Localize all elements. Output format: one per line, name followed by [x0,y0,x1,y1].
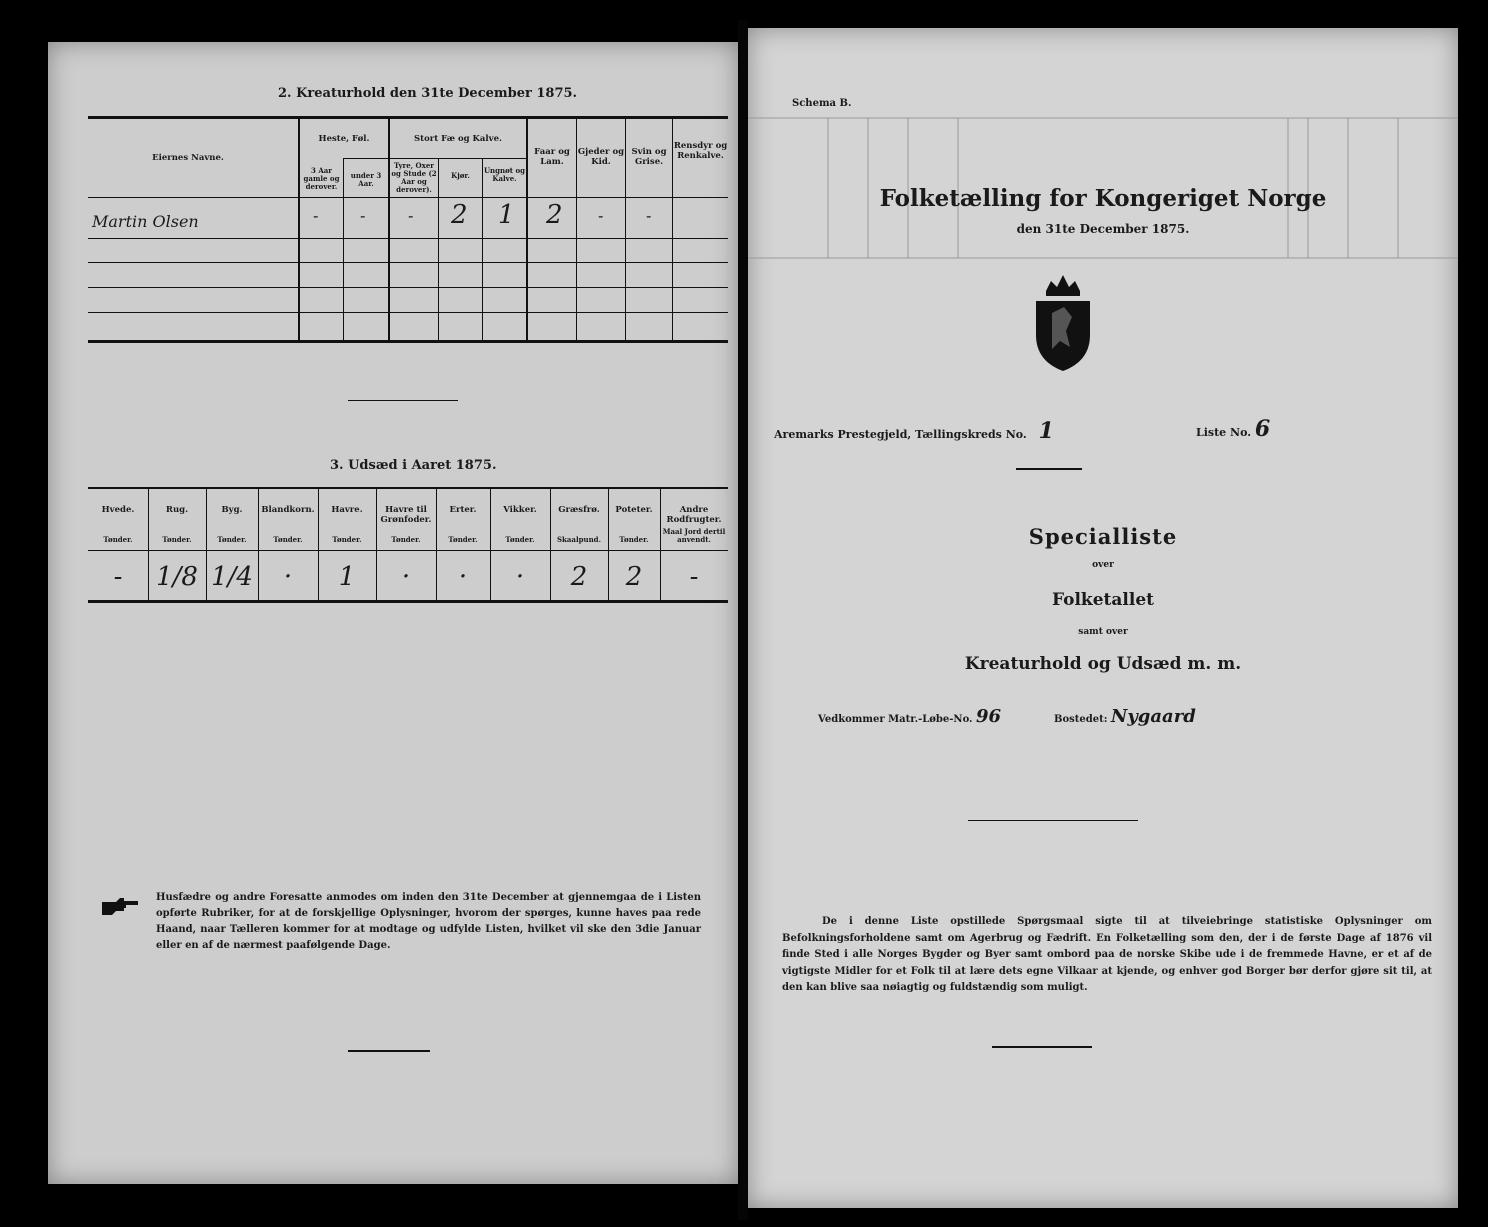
seed-header: Erter. [449,505,477,515]
matr-row [818,706,1001,727]
cell-sheep: 2 [546,200,563,230]
seed-value: 1/4 [211,562,253,592]
seed-header: Byg. [221,505,243,515]
samt-over-text: samt over [1078,627,1128,637]
col-owner-name: Eiernes Navne. [152,153,224,163]
seed-title: 3. Udsæd i Aaret 1875. [330,458,497,473]
right-page [748,28,1458,1208]
seed-value: · [458,562,468,592]
seed-unit: Tønder. [273,535,303,544]
col-horse-3plus: 3 Aar gamle og derover. [303,166,340,192]
table-col-rule [482,158,483,343]
divider [968,820,1138,821]
seed-header: Vikker. [503,505,537,515]
list-value: 6 [1254,416,1271,442]
pointing-hand-icon [100,894,140,916]
seed-value: - [113,562,123,592]
table-rule-header [88,197,728,198]
livestock-title: 2. Kreaturhold den 31te December 1875. [278,86,578,101]
section-divider [348,400,458,401]
parish-row [774,418,1054,444]
parish-label: Aremarks Prestegjeld, [774,428,912,441]
book-gutter [738,20,748,1220]
seed-unit: Tønder. [448,535,478,544]
table-rule [88,262,728,263]
table-rule [88,238,728,239]
seed-unit: Tønder. [391,535,421,544]
cell-horse-3plus: - [313,206,319,225]
cell-goats: - [598,206,604,225]
seed-value: · [283,562,293,592]
subject-text: Kreaturhold og Udsæd m. m. [964,654,1242,674]
bosted-value: Nygaard [1110,706,1196,727]
col-horse-under3: under 3 Aar. [350,171,382,189]
seed-rule-header [88,550,728,551]
list-label: Liste No. [1196,426,1252,439]
col-bulls: Tyre, Oxer og Stude (2 Aar og derover). [391,161,437,195]
schema-label: Schema B. [792,98,852,109]
left-page [48,42,738,1184]
cell-bulls: - [408,206,414,225]
special-title: Specialliste [1028,524,1178,549]
table-rule-top [88,116,728,119]
seed-value: · [515,562,525,592]
bottom-divider [992,1046,1092,1048]
matr-value: 96 [976,706,1002,727]
seed-value: 2 [625,562,643,592]
seed-header: Havre til Grønfoder. [380,505,432,525]
table-col-rule [438,158,439,343]
cell-young: 1 [498,200,515,230]
matr-label: Vedkommer Matr.-Løbe-No. [818,714,973,725]
over-text: over [1092,560,1114,570]
col-young: Ungnøt og Kalve. [483,166,526,184]
seed-header: Andre Rodfrugter. [666,505,722,525]
seed-header: Hvede. [101,505,135,515]
census-date: den 31te December 1875. [1016,222,1190,236]
group-cattle: Stort Fæ og Kalve. [414,134,502,144]
seed-unit: Tønder. [162,535,192,544]
col-reindeer: Rensdyr og Renkalve. [673,141,728,161]
seed-rule-top [88,487,728,489]
list-row [1196,416,1270,442]
col-sheep: Faar og Lam. [534,147,570,167]
seed-value: · [401,562,411,592]
seed-header: Græsfrø. [558,505,600,515]
district-label: Tællingskreds No. [915,428,1027,441]
cell-cows: 2 [451,200,468,230]
district-value: 1 [1038,418,1054,444]
seed-unit: Tønder. [217,535,247,544]
table-rule [88,312,728,313]
table-rule-bottom [88,340,728,343]
notice-text: Husfædre og andre Foresatte anmodes om inden den 31te December at gjennemgaa de i Listen opførte Rubriker, for at de forskjellige Oplysninger, hvorom der spørges, kunne haves paa rede Haand, naar Tælleren kommer for at modtage og udfylde Listen, hvilket vil ske den 3die Januar eller en af de nærmest paafølgende Dage. [156,892,701,951]
cell-horse-under3: - [360,206,366,225]
table-rule [88,287,728,288]
seed-value: 1 [338,562,356,592]
col-pigs: Svin og Grise. [631,147,667,167]
col-cows: Kjør. [451,171,470,180]
main-title: Folketælling for Kongeriget Norge [879,185,1327,212]
table-col-rule [298,116,300,343]
seed-unit: Skaalpund. [556,535,602,544]
folketallet-text: Folketallet [1052,590,1154,610]
seed-header: Rug. [165,505,189,515]
seed-unit: Tønder. [619,535,649,544]
group-horses: Heste, Føl. [318,134,370,144]
bosted-label: Bostedet: [1054,714,1108,725]
seed-unit: Tønder. [332,535,362,544]
footer-text: De i denne Liste opstillede Spørgsmaal sigte til at tilveiebringe statistiske Oplysninger om Befolkningsforholdene samt om Agerbrug og Fædrift. En Folketælling som den, der i de første Dage af 1876 vil finde Sted i alle Norges Bygder og Byer samt ombord paa de norske Skibe ude i de fremmede Havne, er et af de vigtigste Midler for et Folk til at lære dets egne Vilkaar at kjende, og enhver god Borger bør derfor gjøre sit til, at den kan blive saa nøiagtig og fuldstændig som muligt. [782,916,1432,993]
bottom-divider [348,1050,430,1052]
seed-unit: Maal Jord dertil anvendt. [662,527,726,545]
col-goats: Gjeder og Kid. [577,147,625,167]
coat-of-arms-icon [1030,273,1096,373]
seed-value: 2 [570,562,588,592]
seed-value: 1/8 [156,562,198,592]
seed-rule-bottom [88,600,728,603]
cell-pigs: - [646,206,652,225]
seed-header: Havre. [331,505,363,515]
seed-unit: Tønder. [505,535,535,544]
seed-value: - [689,562,699,592]
bosted-row [1054,706,1196,727]
divider [1016,468,1082,470]
owner-name: Martin Olsen [92,212,199,231]
seed-header: Poteter. [615,505,653,515]
seed-header: Blandkorn. [261,505,315,515]
table-col-rule [388,116,390,343]
seed-unit: Tønder. [103,535,133,544]
table-group-rule [343,158,526,159]
